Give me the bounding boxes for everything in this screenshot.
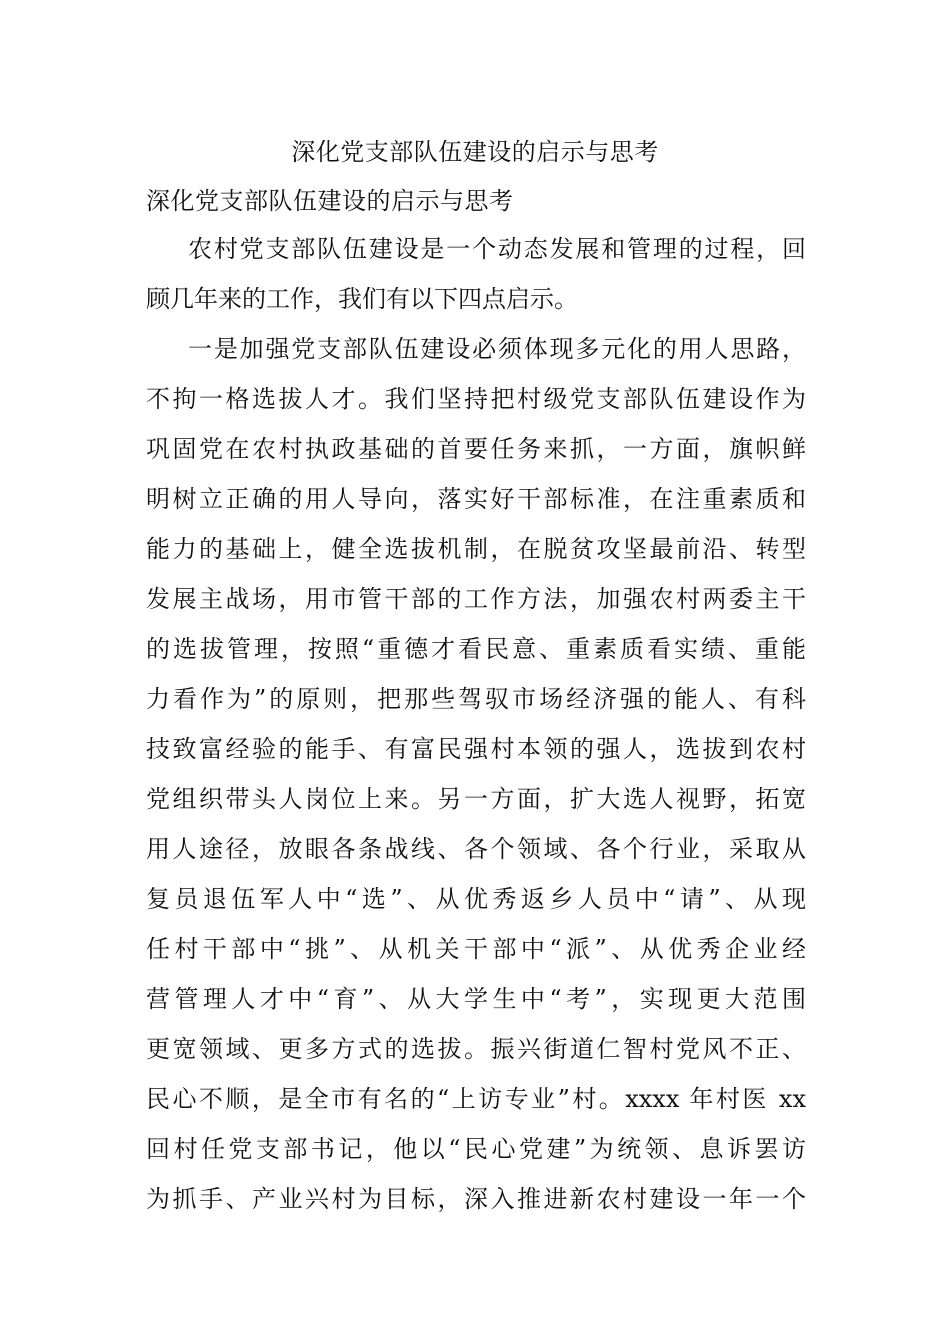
paragraph-2-line-18: 为抓手、产业兴村为目标，深入推进新农村建设一年一个	[146, 1185, 806, 1213]
document-body	[146, 231, 806, 1231]
paragraph-2-line-12: 复员退伍军人中“选”、从优秀返乡人员中“请”、从现	[146, 885, 806, 913]
paragraph-2-line-10: 党组织带头人岗位上来。另一方面，扩大选人视野，拓宽	[146, 785, 806, 813]
paragraph-1-line-1: 农村党支部队伍建设是一个动态发展和管理的过程，回	[188, 235, 806, 263]
paragraph-2-line-13: 任村干部中“挑”、从机关干部中“派”、从优秀企业经	[146, 935, 806, 963]
paragraph-2-line-16: 民心不顺，是全市有名的“上访专业”村。xxxx 年村医 xx	[146, 1085, 806, 1113]
document-subtitle: 深化党支部队伍建设的启示与思考	[146, 187, 514, 215]
paragraph-2-line-11: 用人途径，放眼各条战线、各个领域、各个行业，采取从	[146, 835, 806, 863]
paragraph-2-line-6: 发展主战场，用市管干部的工作方法，加强农村两委主干	[146, 585, 806, 613]
paragraph-2-line-3: 巩固党在农村执政基础的首要任务来抓，一方面，旗帜鲜	[146, 435, 806, 463]
document-title: 深化党支部队伍建设的启示与思考	[291, 138, 659, 166]
paragraph-2-line-8: 力看作为”的原则，把那些驾驭市场经济强的能人、有科	[146, 685, 806, 713]
paragraph-2-line-5: 能力的基础上，健全选拔机制，在脱贫攻坚最前沿、转型	[146, 535, 806, 563]
paragraph-2-line-14: 营管理人才中“育”、从大学生中“考”，实现更大范围	[146, 985, 806, 1013]
paragraph-1-line-2: 顾几年来的工作，我们有以下四点启示。	[146, 285, 578, 313]
paragraph-2-line-15: 更宽领域、更多方式的选拔。振兴街道仁智村党风不正、	[146, 1035, 806, 1063]
paragraph-2-line-2: 不拘一格选拔人才。我们坚持把村级党支部队伍建设作为	[146, 385, 806, 413]
paragraph-2-line-9: 技致富经验的能手、有富民强村本领的强人，选拔到农村	[146, 735, 806, 763]
paragraph-2-line-17: 回村任党支部书记，他以“民心党建”为统领、息诉罢访	[146, 1135, 806, 1163]
paragraph-2-line-7: 的选拔管理，按照“重德才看民意、重素质看实绩、重能	[146, 635, 806, 663]
paragraph-2-line-4: 明树立正确的用人导向，落实好干部标准，在注重素质和	[146, 485, 806, 513]
paragraph-2-line-1: 一是加强党支部队伍建设必须体现多元化的用人思路，	[188, 335, 806, 363]
